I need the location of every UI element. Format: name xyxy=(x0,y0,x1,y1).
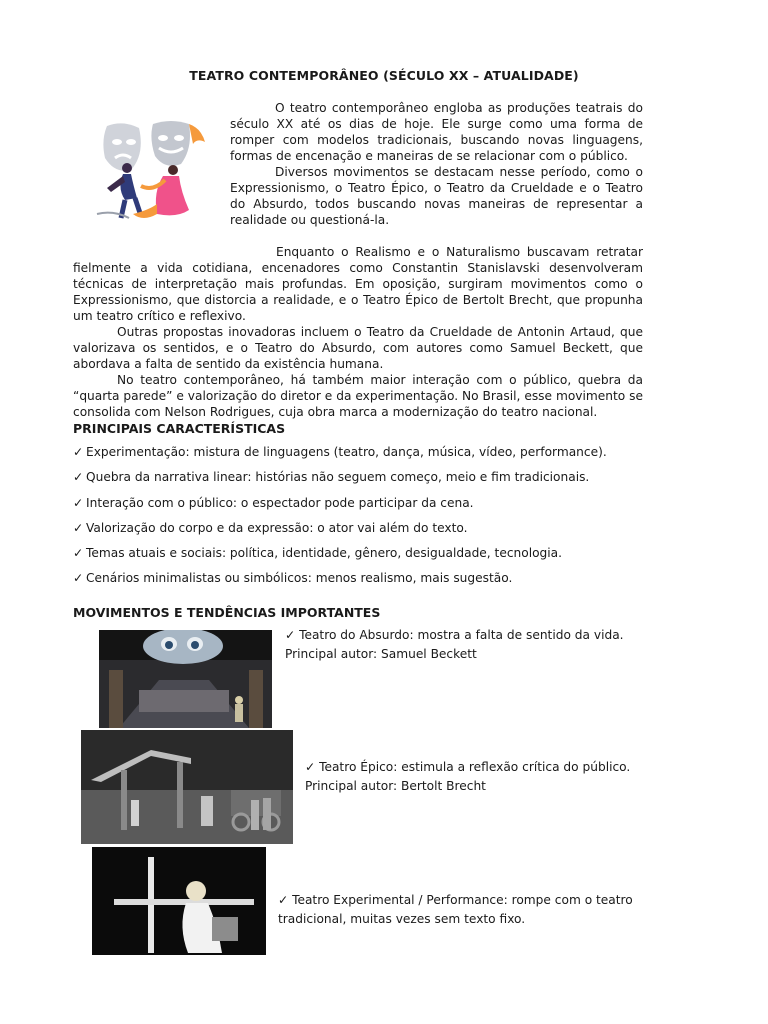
movement-caption: ✓ Teatro Experimental / Performance: rompe com o teatro tradicional, muitas vezes sem texto fixo. xyxy=(278,893,633,926)
body-paragraph: Outras propostas inovadoras incluem o Teatro da Crueldade de Antonin Artaud, que valorizava os sentidos, e o Teatro do Absurdo, com autores como Samuel Beckett, que abordava a falta de sentido da existência humana. xyxy=(73,325,643,371)
movement-caption: ✓ Teatro Épico: estimula a reflexão crítica do público. Principal autor: Bertolt Brecht xyxy=(305,760,631,793)
intro-paragraph: O teatro contemporâneo engloba as produções teatrais do século XX até os dias de hoje. Ele surge como uma forma de romper com modelos tradicionais, buscando novas linguagens, formas de encenação e maneiras de se relacionar com o público. xyxy=(230,101,643,163)
check-icon: ✓ xyxy=(73,571,84,586)
list-item: ✓ Experimentação: mistura de linguagens (teatro, dança, música, vídeo, performance). xyxy=(73,440,673,465)
experimental-theatre-photo xyxy=(92,847,266,955)
list-item: ✓ Cenários minimalistas ou simbólicos: menos realismo, mais sugestão. xyxy=(73,566,673,591)
check-icon: ✓ xyxy=(73,445,84,459)
absurd-theatre-photo xyxy=(99,630,272,728)
document-title: TEATRO CONTEMPORÂNEO (SÉCULO XX – ATUALIDADE) xyxy=(189,68,579,83)
list-item: ✓ Interação com o público: o espectador pode participar da cena. xyxy=(73,491,673,516)
check-icon: ✓ xyxy=(73,546,84,561)
body-paragraph: No teatro contemporâneo, há também maior interação com o público, quebra da “quarta parede” e valorização do diretor e da experimentação. No Brasil, esse movimento se consolida com Nelson Rodrigues, cuja obra marca a modernização do teatro nacional. xyxy=(73,373,643,419)
check-icon: ✓ xyxy=(73,520,84,535)
check-icon: ✓ xyxy=(73,495,84,510)
list-item: ✓ Quebra da narrativa linear: histórias não seguem começo, meio e fim tradicionais. xyxy=(73,465,673,490)
body-text xyxy=(73,244,643,420)
intro-paragraph: Diversos movimentos se destacam nesse período, como o Expressionismo, o Teatro Épico, o Teatro da Crueldade e o Teatro do Absurdo, todos buscando novas maneiras de representar a realidade ou questioná-la. xyxy=(230,165,643,227)
movements-heading: MOVIMENTOS E TENDÊNCIAS IMPORTANTES xyxy=(73,605,381,620)
list-item: ✓ Valorização do corpo e da expressão: o ator vai além do texto. xyxy=(73,516,673,541)
check-icon: ✓ xyxy=(73,470,84,485)
theatre-masks-illustration xyxy=(93,118,209,224)
characteristics-heading: PRINCIPAIS CARACTERÍSTICAS xyxy=(73,421,286,436)
movement-caption: ✓ Teatro do Absurdo: mostra a falta de sentido da vida. Principal autor: Samuel Beckett xyxy=(285,628,624,661)
intro-text xyxy=(230,100,643,228)
characteristics-list xyxy=(73,440,673,592)
list-item: ✓ Temas atuais e sociais: política, identidade, gênero, desigualdade, tecnologia. xyxy=(73,541,673,566)
epic-theatre-photo xyxy=(81,730,293,844)
body-paragraph: Enquanto o Realismo e o Naturalismo buscavam retratar fielmente a vida cotidiana, encenadores como Constantin Stanislavski desenvolveram técnicas de interpretação mais profundas. Em oposição, surgiram movimentos como o Expressionismo, que distorcia a realidade, e o Teatro Épico de Bertolt Brecht, que propunha um teatro crítico e reflexivo. xyxy=(73,245,643,323)
